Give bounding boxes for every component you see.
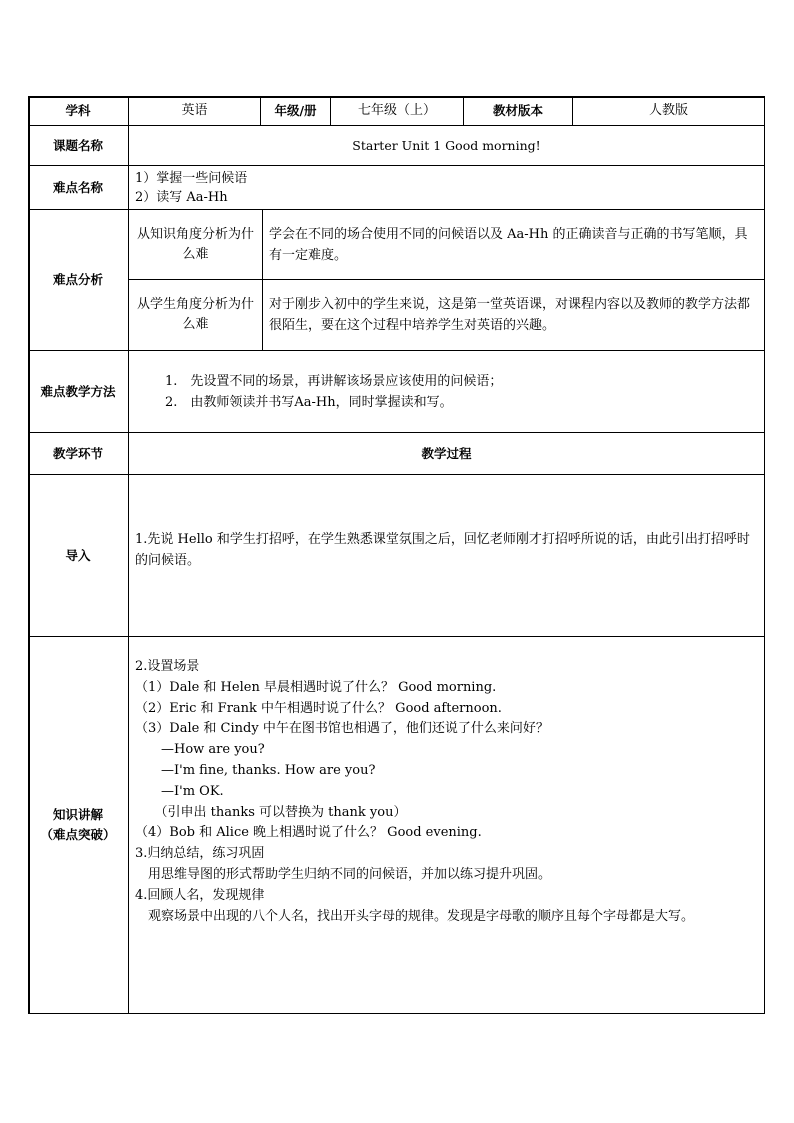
grade-value: 七年级（上） <box>331 96 464 126</box>
content-line: —I'm fine, thanks. How are you? <box>135 762 376 778</box>
content-line: （4）Bob 和 Alice 晚上相遇时说了什么？ Good evening. <box>135 825 482 841</box>
content-line: 用思维导图的形式帮助学生归纳不同的问候语，并加以练习提升巩固。 <box>135 866 552 882</box>
grade-label: 年级/册 <box>261 96 331 126</box>
method-item: 2. 由教师领读并书写Aa-Hh，同时掌握读和写。 <box>165 394 453 410</box>
content-line: —How are you? <box>135 742 265 758</box>
lesson-label: 课题名称 <box>28 126 129 166</box>
content-line: （2）Eric 和 Frank 中午相遇时说了什么？ Good afternoon. <box>135 700 502 716</box>
knowledge-label-line: 知识讲解 <box>52 807 103 822</box>
knowledge-content <box>129 637 765 1014</box>
method-label: 难点教学方法 <box>28 351 129 433</box>
content-line: 4.回顾人名，发现规律 <box>135 887 265 903</box>
knowledge-angle-label: 从知识角度分析为什么难 <box>129 210 263 280</box>
edition-value: 人教版 <box>573 96 765 126</box>
method-list <box>129 351 765 433</box>
lesson-plan-table <box>28 96 765 1014</box>
content-line: 2.设置场景 <box>135 659 200 674</box>
student-angle-label: 从学生角度分析为什么难 <box>129 280 263 351</box>
knowledge-angle-text: 学会在不同的场合使用不同的问候语以及 Aa-Hh 的正确读音与正确的书写笔顺，具有一定难度。 <box>263 210 765 280</box>
difficulty-list <box>129 166 765 210</box>
student-angle-text: 对于刚步入初中的学生来说，这是第一堂英语课，对课程内容以及教师的教学方法都很陌生，要在这个过程中培养学生对英语的兴趣。 <box>263 280 765 351</box>
content-line: 观察场景中出现的八个人名，找出开头字母的规律。发现是字母歌的顺序且每个字母都是大写。 <box>135 908 695 924</box>
method-item: 1. 先设置不同的场景，再讲解该场景应该使用的问候语； <box>165 373 503 389</box>
lesson-title: Starter Unit 1 Good morning! <box>129 126 765 166</box>
difficulty-item: 1）掌握一些问候语 <box>135 171 248 186</box>
process-header: 教学过程 <box>129 433 765 475</box>
knowledge-label-line: （难点突破） <box>40 827 116 842</box>
subject-label: 学科 <box>28 96 129 126</box>
knowledge-label <box>28 637 129 1014</box>
subject-value: 英语 <box>129 96 261 126</box>
difficulty-label: 难点名称 <box>28 166 129 210</box>
content-line: （3）Dale 和 Cindy 中午在图书馆也相遇了，他们还说了什么来问好？ <box>135 721 549 737</box>
intro-text: 1.先说 Hello 和学生打招呼，在学生熟悉课堂氛围之后，回忆老师刚才打招呼所说的话，由此引出打招呼时的问候语。 <box>129 475 765 637</box>
stage-header: 教学环节 <box>28 433 129 475</box>
edition-label: 教材版本 <box>464 96 573 126</box>
analysis-label: 难点分析 <box>28 210 129 351</box>
difficulty-item: 2）读写 Aa-Hh <box>135 190 228 205</box>
intro-label: 导入 <box>28 475 129 637</box>
content-line: —I'm OK. <box>135 783 224 799</box>
content-line: （引申出 thanks 可以替换为 thank you） <box>135 804 407 820</box>
content-line: 3.归纳总结，练习巩固 <box>135 846 265 862</box>
content-line: （1）Dale 和 Helen 早晨相遇时说了什么？ Good morning. <box>135 679 497 695</box>
